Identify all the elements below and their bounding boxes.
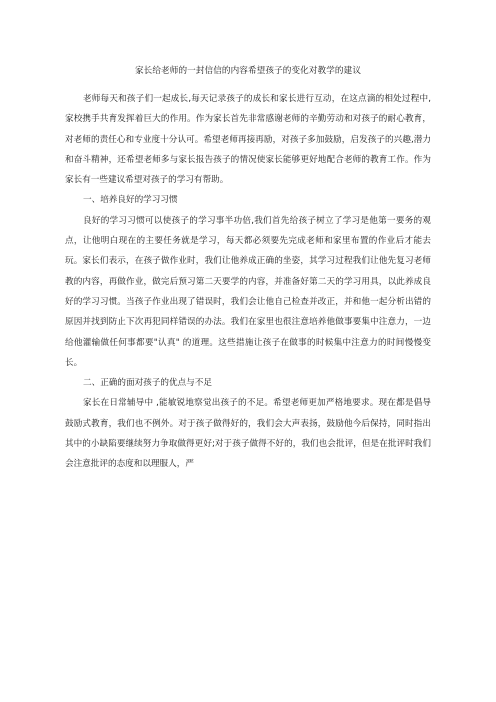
section-1-paragraph: 良好的学习习惯可以使孩子的学习事半功倍,我们首先给孩子树立了学习是他第一要务的观点，让他明白现在的主要任务就是学习，每天都必须要先完成老师和家里布置的作业后才能去玩。家长们表示，在孩子做作业时，我们让他养成正确的坐姿，其学习过程我们让他先复习老师教的内容，再做作业，做完后预习第二天要学的内容，并准备好第二天的学习用具，以此养成良好的学习习惯。当孩子作业出现了错误时，我们会让他自己检查并改正，并和他一起分析出错的原因并找到防止下次再犯同样错误的办法。我们在家里也很注意培养他做事要集中注意力，一边给他灌输做任何事都要"认真" 的道理。这些措施让孩子在做事的时候集中注意力的时间慢慢变长。 [65, 215, 431, 368]
section-2-paragraph: 家长在日常辅导中 ,能敏锐地察觉出孩子的不足。希望老师更加严格地要求。现在都是倡导鼓励式教育，我们也不例外。对于孩子做得好的，我们会大声表扬，鼓励他今后保持，同时指出其中的小缺陷要继续努力争取做得更好;对于孩子做得不好的，我们也会批评，但是在批评时我们会注意批评的态度和以理服人，严 [65, 398, 431, 470]
section-heading-2: 二、正确的面对孩子的优点与不足 [83, 378, 212, 389]
section-heading-1: 一、培养良好的学习习惯 [83, 195, 178, 206]
document-title: 家长给老师的一封信信的内容希望孩子的变化对教学的建议 [134, 66, 362, 76]
intro-paragraph: 老师每天和孩子们一起成长,每天记录孩子的成长和家长进行互动，在这点滴的相处过程中,家校携手共育发挥着巨大的作用。作为家长首先非常感谢老师的辛勤劳动和对孩子的耐心教育，对老师的责任心和专业度十分认可。希望老师再接再励，对孩子多加鼓励，启发孩子的兴趣,潜力和奋斗精神，还希望老师多与家长报告孩子的情况使家长能够更好地配合老师的教育工作。作为家长有一些建议希望对孩子的学习有帮助。 [65, 94, 431, 186]
